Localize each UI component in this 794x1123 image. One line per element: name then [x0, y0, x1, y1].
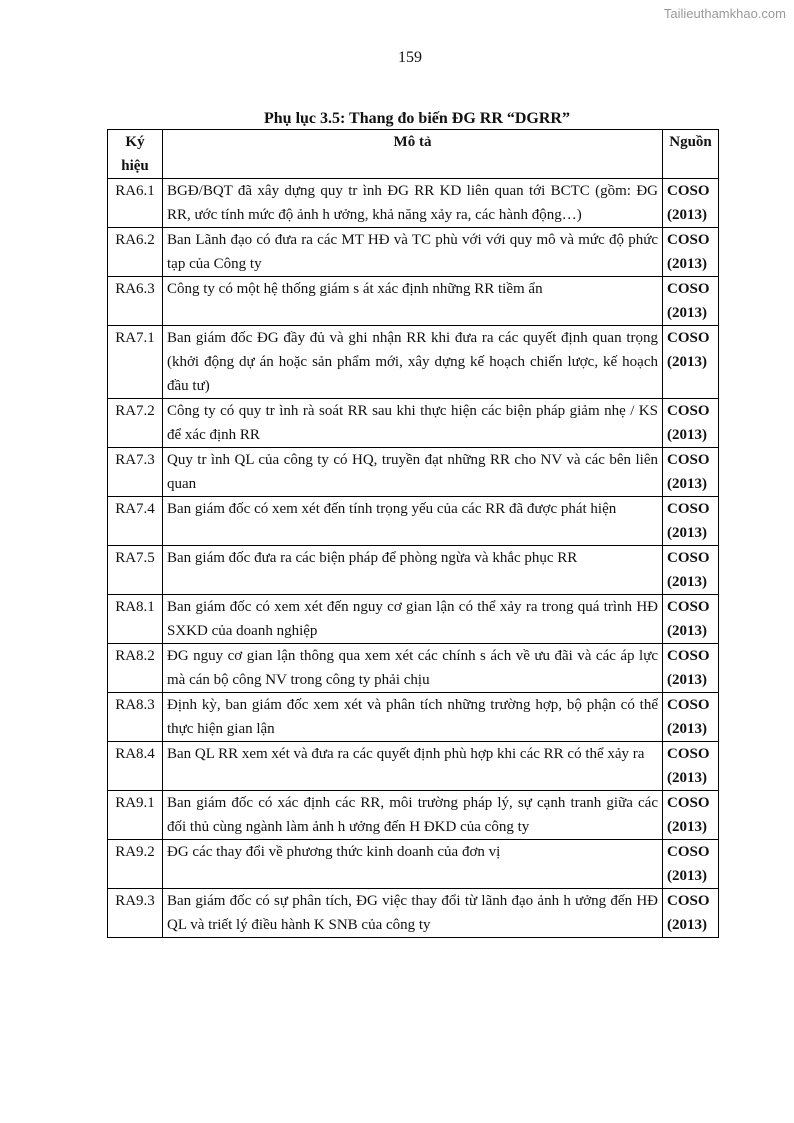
table-row [108, 644, 719, 693]
page-number: 159 [398, 49, 422, 66]
table-header-row [108, 130, 719, 179]
row-code: RA7.2 [108, 399, 163, 448]
row-source [663, 326, 719, 399]
table-row [108, 791, 719, 840]
row-code: RA9.3 [108, 889, 163, 938]
row-source-name: COSO [667, 550, 710, 566]
row-source [663, 277, 719, 326]
row-source-name: COSO [667, 232, 710, 248]
row-source-name: COSO [667, 330, 710, 346]
row-description: Ban giám đốc có xem xét đến nguy cơ gian lận có thể xảy ra trong quá trình HĐ SXKD của doanh nghiệp [163, 595, 663, 644]
row-source-name: COSO [667, 281, 710, 297]
row-source-year: (2013) [667, 476, 707, 492]
row-source-year: (2013) [667, 917, 707, 933]
row-source-year: (2013) [667, 256, 707, 272]
row-description: Ban QL RR xem xét và đưa ra các quyết định phù hợp khi các RR có thể xảy ra [163, 742, 663, 791]
row-source [663, 497, 719, 546]
row-source-year: (2013) [667, 672, 707, 688]
row-description: Ban giám đốc ĐG đầy đủ và ghi nhận RR khi đưa ra các quyết định quan trọng (khởi động dự án hoặc sản phẩm mới, xây dựng kế hoạch chiến lược, kế hoạch đầu tư) [163, 326, 663, 399]
table-row [108, 448, 719, 497]
row-code: RA6.3 [108, 277, 163, 326]
row-code: RA6.2 [108, 228, 163, 277]
row-source [663, 179, 719, 228]
row-code: RA7.5 [108, 546, 163, 595]
header-code-line2: hiệu [121, 158, 149, 174]
header-source: Nguồn [663, 130, 719, 179]
row-source [663, 840, 719, 889]
row-source-year: (2013) [667, 525, 707, 541]
row-source-name: COSO [667, 844, 710, 860]
row-source-year: (2013) [667, 770, 707, 786]
row-description: Ban giám đốc có sự phân tích, ĐG việc thay đổi từ lãnh đạo ảnh h ưởng đến HĐ QL và triết lý điều hành K SNB của công ty [163, 889, 663, 938]
row-code: RA6.1 [108, 179, 163, 228]
table-body [108, 179, 719, 938]
table-row [108, 497, 719, 546]
row-source-name: COSO [667, 648, 710, 664]
row-source-year: (2013) [667, 574, 707, 590]
row-source-name: COSO [667, 697, 710, 713]
row-source [663, 889, 719, 938]
row-source-year: (2013) [667, 305, 707, 321]
scale-table [107, 129, 719, 938]
watermark: Tailieuthamkhao.com [663, 6, 786, 21]
table-row [108, 228, 719, 277]
row-source-year: (2013) [667, 354, 707, 370]
row-source-name: COSO [667, 501, 710, 517]
row-code: RA8.2 [108, 644, 163, 693]
row-source-name: COSO [667, 795, 710, 811]
row-source-year: (2013) [667, 623, 707, 639]
header-description: Mô tả [163, 130, 663, 179]
row-code: RA8.4 [108, 742, 163, 791]
header-code-line1: Ký [125, 134, 145, 150]
header-code [108, 130, 163, 179]
row-source-year: (2013) [667, 721, 707, 737]
row-description: ĐG nguy cơ gian lận thông qua xem xét các chính s ách về ưu đãi và các áp lực mà cán bộ công NV trong công ty phải chịu [163, 644, 663, 693]
table-row [108, 546, 719, 595]
table-row [108, 742, 719, 791]
row-code: RA7.1 [108, 326, 163, 399]
table-row [108, 399, 719, 448]
table-row [108, 277, 719, 326]
row-description: Ban giám đốc đưa ra các biện pháp để phòng ngừa và khắc phục RR [163, 546, 663, 595]
row-source [663, 742, 719, 791]
row-source-name: COSO [667, 183, 710, 199]
row-code: RA9.2 [108, 840, 163, 889]
row-source-name: COSO [667, 893, 710, 909]
table-row [108, 693, 719, 742]
row-description: Công ty có quy tr ình rà soát RR sau khi thực hiện các biện pháp giảm nhẹ / KS để xác định RR [163, 399, 663, 448]
row-code: RA8.3 [108, 693, 163, 742]
table-row [108, 889, 719, 938]
row-source-name: COSO [667, 746, 710, 762]
row-source [663, 791, 719, 840]
row-source [663, 595, 719, 644]
row-source [663, 448, 719, 497]
row-description: Ban giám đốc có xác định các RR, môi trường pháp lý, sự cạnh tranh giữa các đối thủ cùng ngành làm ảnh h ưởng đến H ĐKD của công ty [163, 791, 663, 840]
row-source-year: (2013) [667, 868, 707, 884]
row-description: Công ty có một hệ thống giám s át xác định những RR tiềm ẩn [163, 277, 663, 326]
row-source [663, 644, 719, 693]
row-description: Quy tr ình QL của công ty có HQ, truyền đạt những RR cho NV và các bên liên quan [163, 448, 663, 497]
row-description: BGĐ/BQT đã xây dựng quy tr ình ĐG RR KD liên quan tới BCTC (gồm: ĐG RR, ước tính mức độ ảnh h ưởng, khả năng xảy ra, các hành động…) [163, 179, 663, 228]
row-code: RA9.1 [108, 791, 163, 840]
row-code: RA7.4 [108, 497, 163, 546]
row-source [663, 693, 719, 742]
row-source-name: COSO [667, 452, 710, 468]
table-row [108, 595, 719, 644]
table-row [108, 326, 719, 399]
row-code: RA7.3 [108, 448, 163, 497]
row-code: RA8.1 [108, 595, 163, 644]
row-source-year: (2013) [667, 819, 707, 835]
table-caption: Phụ lục 3.5: Thang đo biến ĐG RR “DGRR” [264, 110, 570, 127]
row-description: Định kỳ, ban giám đốc xem xét và phân tích những trường hợp, bộ phận có thể thực hiện gian lận [163, 693, 663, 742]
row-source-name: COSO [667, 403, 710, 419]
row-source-name: COSO [667, 599, 710, 615]
row-description: Ban Lãnh đạo có đưa ra các MT HĐ và TC phù với với quy mô và mức độ phức tạp của Công ty [163, 228, 663, 277]
row-source-year: (2013) [667, 207, 707, 223]
row-source [663, 399, 719, 448]
row-source [663, 546, 719, 595]
row-description: ĐG các thay đổi về phương thức kinh doanh của đơn vị [163, 840, 663, 889]
row-source [663, 228, 719, 277]
row-description: Ban giám đốc có xem xét đến tính trọng yếu của các RR đã được phát hiện [163, 497, 663, 546]
table-row [108, 179, 719, 228]
table-row [108, 840, 719, 889]
row-source-year: (2013) [667, 427, 707, 443]
